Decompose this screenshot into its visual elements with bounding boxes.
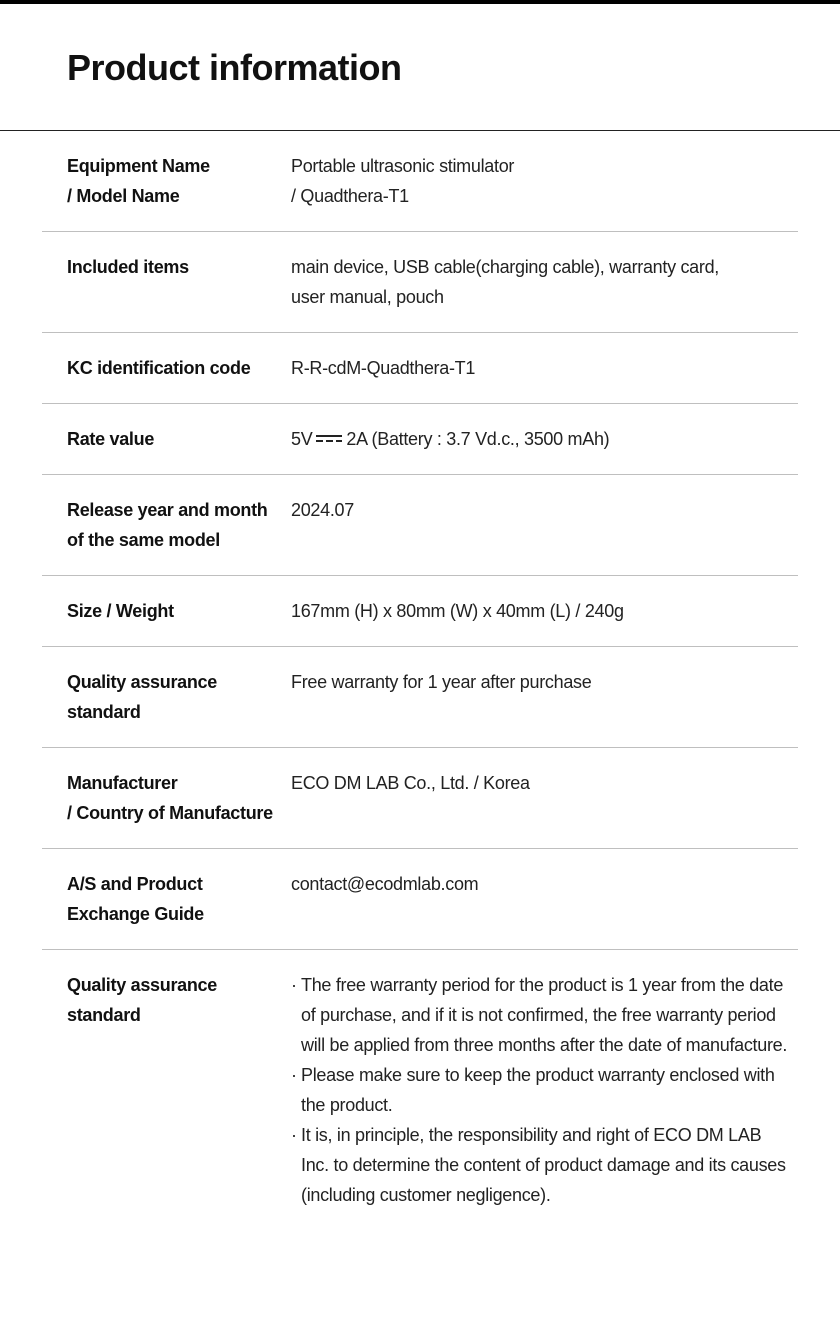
row-value [291, 869, 798, 929]
row-value [291, 970, 798, 1210]
list-item: · It is, in principle, the responsibility and right of ECO DM LAB Inc. to determine the content of product damage and its causes (including customer negligence). [291, 1120, 788, 1210]
top-border [0, 0, 840, 4]
rate-detail: 2A (Battery : 3.7 Vd.c., 3500 mAh) [346, 429, 610, 449]
row-label: Quality assurance standard [67, 672, 217, 722]
row-label: Included items [67, 257, 189, 277]
row-label: Size / Weight [67, 601, 174, 621]
row-label: Release year and month of the same model [67, 500, 268, 550]
row-label: Manufacturer / Country of Manufacture [67, 773, 273, 823]
list-item: · The free warranty period for the product is 1 year from the date of purchase, and if it is not confirmed, the free warranty period will be applied from three months after the date of manufacture. [291, 970, 788, 1060]
contact-email: contact@ecodmlab.com [291, 874, 479, 894]
row-value: Free warranty for 1 year after purchase [291, 672, 592, 692]
table-row-as-guide [42, 849, 798, 950]
table-row-quality-assurance-details [42, 950, 798, 1230]
warranty-bullet-list [291, 970, 788, 1210]
table-row-rate-value [42, 404, 798, 475]
rate-voltage: 5V [291, 429, 313, 449]
row-label: Equipment Name / Model Name [67, 156, 210, 206]
row-value: Portable ultrasonic stimulator / Quadthera-T1 [291, 156, 515, 206]
row-label: Rate value [67, 429, 155, 449]
table-row-included-items [42, 232, 798, 333]
table-row-size-weight [42, 576, 798, 647]
row-value: 167mm (H) x 80mm (W) x 40mm (L) / 240g [291, 601, 624, 621]
table-row-equipment-name [42, 131, 798, 232]
dc-current-icon [316, 434, 342, 444]
row-label: Quality assurance standard [67, 975, 217, 1025]
table-row-release-date [42, 475, 798, 576]
table-row-quality-assurance [42, 647, 798, 748]
row-value: main device, USB cable(charging cable), warranty card, user manual, pouch [291, 257, 719, 307]
product-info-table [42, 131, 798, 1230]
table-row-manufacturer [42, 748, 798, 849]
list-item: · Please make sure to keep the product warranty enclosed with the product. [291, 1060, 788, 1120]
row-value: 2024.07 [291, 500, 354, 520]
row-value [291, 424, 798, 454]
row-value: R-R-cdM-Quadthera-T1 [291, 358, 476, 378]
page-title: Product information [67, 47, 402, 88]
row-label: A/S and Product Exchange Guide [67, 874, 204, 924]
table-row-kc-code [42, 333, 798, 404]
row-label: KC identification code [67, 358, 251, 378]
row-value: ECO DM LAB Co., Ltd. / Korea [291, 773, 530, 793]
